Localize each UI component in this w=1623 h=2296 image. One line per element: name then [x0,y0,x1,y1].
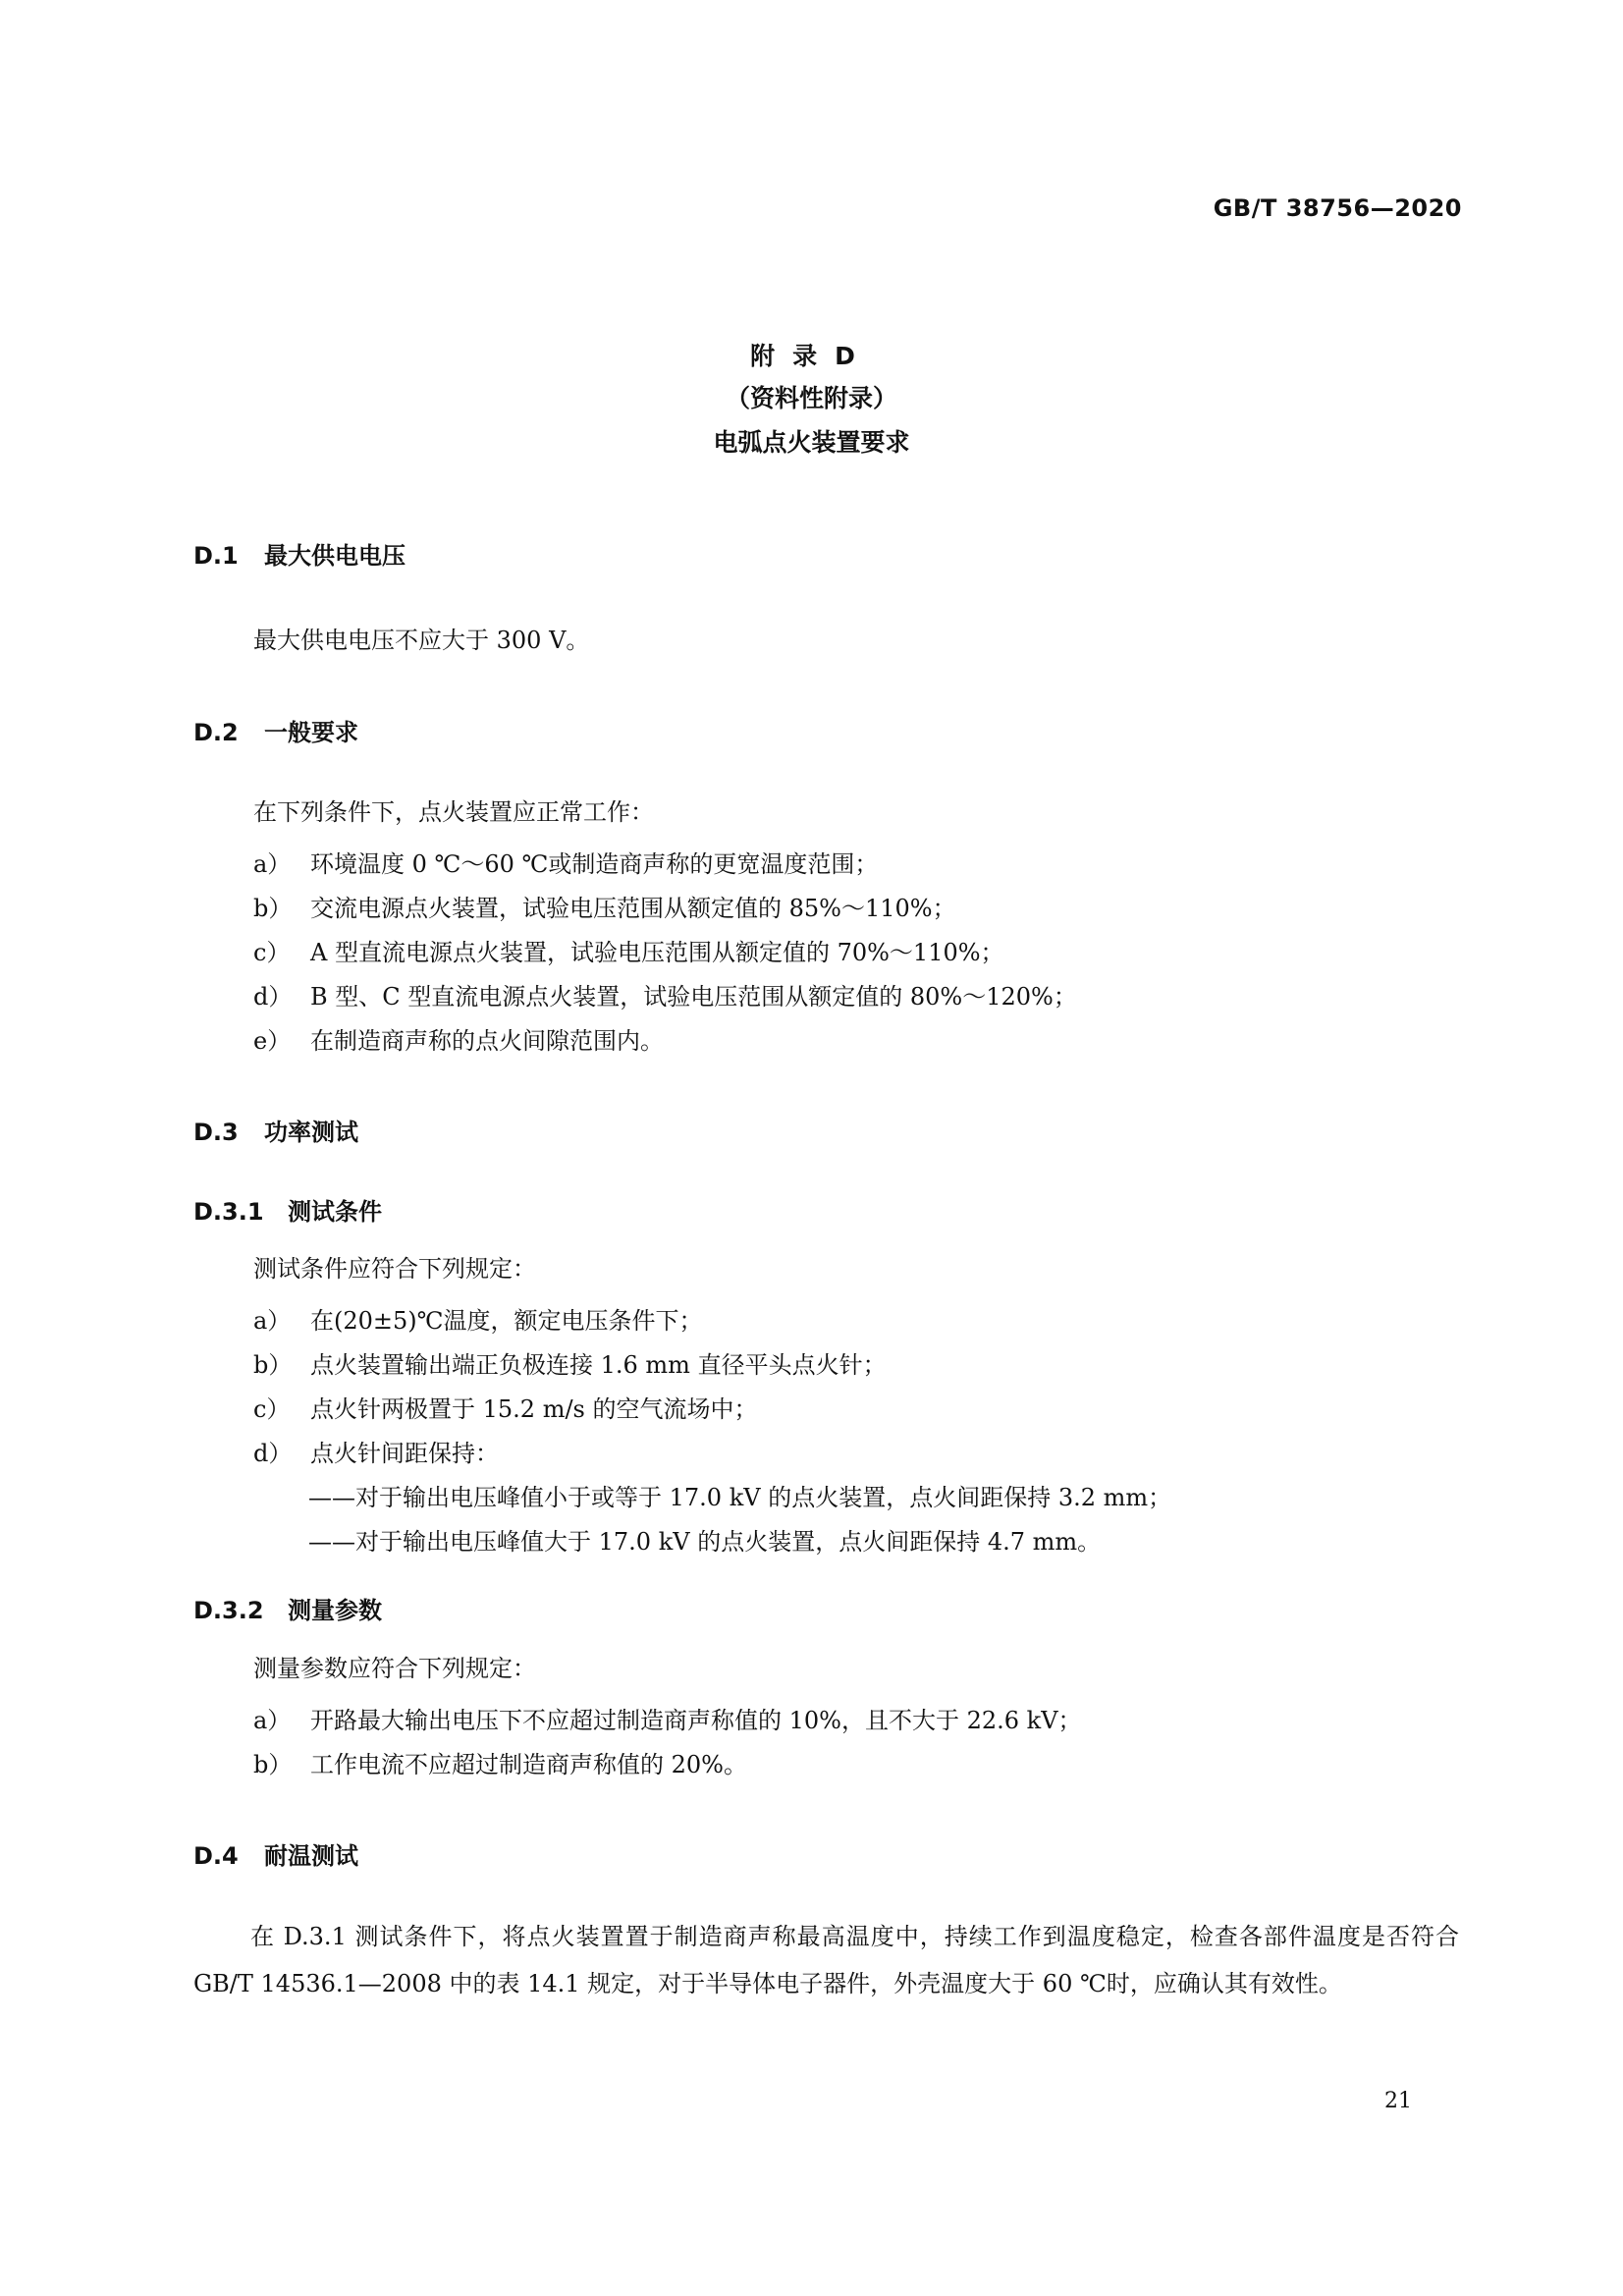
section-number: D.3 [193,1119,239,1146]
list-item [253,933,1004,967]
section-heading-d32 [193,1591,382,1625]
list-text: 在(20±5)℃温度，额定电压条件下； [310,1307,703,1335]
list-item [253,1745,747,1779]
section-heading-d31 [193,1192,382,1227]
list-text: A 型直流电源点火装置，试验电压范围从额定值的 70%～110%； [310,939,1004,966]
list-text: 点火装置输出端正负极连接 1.6 mm 直径平头点火针； [310,1351,887,1379]
section-intro-d32: 测量参数应符合下列规定： [253,1655,536,1682]
section-heading-d1 [193,536,406,571]
section-body-d4: 在 D.3.1 测试条件下，将点火装置置于制造商声称最高温度中，持续工作到温度稳定，检查各部件温度是否符合 GB/T 14536.1—2008 中的表 14.1 规定，对于半导体电子器件，外壳温度大于 60 ℃时，应确认其有效性。 [193,1923,1459,1997]
list-item [253,1345,887,1380]
section-number: D.1 [193,542,239,570]
dash-item: ——对于输出电压峰值大于 17.0 kV 的点火装置，点火间距保持 4.7 mm。 [308,1528,1102,1556]
list-marker: c） [253,1395,291,1423]
section-number: D.3.1 [193,1198,264,1226]
list-item [253,1301,703,1336]
list-item [253,845,878,879]
section-heading-d3 [193,1113,358,1147]
appendix-label: 附录D [750,342,873,370]
section-title: 耐温测试 [264,1842,358,1870]
section-number: D.3.2 [193,1597,264,1624]
section-intro-d31: 测试条件应符合下列规定： [253,1255,536,1283]
list-marker: a） [253,850,292,878]
list-marker: b） [253,895,293,922]
section-intro-d2: 在下列条件下，点火装置应正常工作： [253,798,654,826]
list-text: 点火针间距保持： [310,1440,499,1467]
list-marker: d） [253,983,293,1011]
list-item [253,1434,499,1468]
dash-item: ——对于输出电压峰值小于或等于 17.0 kV 的点火装置，点火间距保持 3.2 mm； [308,1484,1172,1511]
section-title: 最大供电电压 [264,542,406,570]
list-item [253,1390,757,1424]
list-item [253,977,1077,1011]
list-marker: d） [253,1440,293,1467]
appendix-type: （资料性附录） [725,384,897,412]
section-title: 一般要求 [264,719,358,746]
list-marker: c） [253,939,291,966]
section-title: 测量参数 [288,1597,382,1624]
list-marker: b） [253,1351,293,1379]
list-text: 工作电流不应超过制造商声称值的 20%。 [310,1751,747,1778]
section-heading-d2 [193,713,358,747]
section-title: 功率测试 [264,1119,358,1146]
list-marker: e） [253,1027,292,1055]
section-number: D.4 [193,1842,239,1870]
list-marker: b） [253,1751,293,1778]
list-item [253,1701,1082,1735]
list-text: 在制造商声称的点火间隙范围内。 [310,1027,664,1055]
list-marker: a） [253,1707,292,1734]
list-text: 交流电源点火装置，试验电压范围从额定值的 85%～110%； [310,895,956,922]
list-text: 环境温度 0 ℃～60 ℃或制造商声称的更宽温度范围； [310,850,879,878]
list-text: 点火针两极置于 15.2 m/s 的空气流场中； [310,1395,758,1423]
list-text: B 型、C 型直流电源点火装置，试验电压范围从额定值的 80%～120%； [310,983,1077,1011]
list-item [253,889,956,923]
list-marker: a） [253,1307,292,1335]
document-code: GB/T 38756—2020 [1213,194,1462,222]
list-item [253,1021,664,1056]
appendix-title: 电弧点火装置要求 [713,428,910,457]
section-heading-d4 [193,1836,358,1871]
section-title: 测试条件 [288,1198,382,1226]
section-number: D.2 [193,719,239,746]
list-text: 开路最大输出电压下不应超过制造商声称值的 10%，且不大于 22.6 kV； [310,1707,1082,1734]
section-body-d1: 最大供电电压不应大于 300 V。 [253,627,590,654]
page-number: 21 [1384,2089,1412,2113]
